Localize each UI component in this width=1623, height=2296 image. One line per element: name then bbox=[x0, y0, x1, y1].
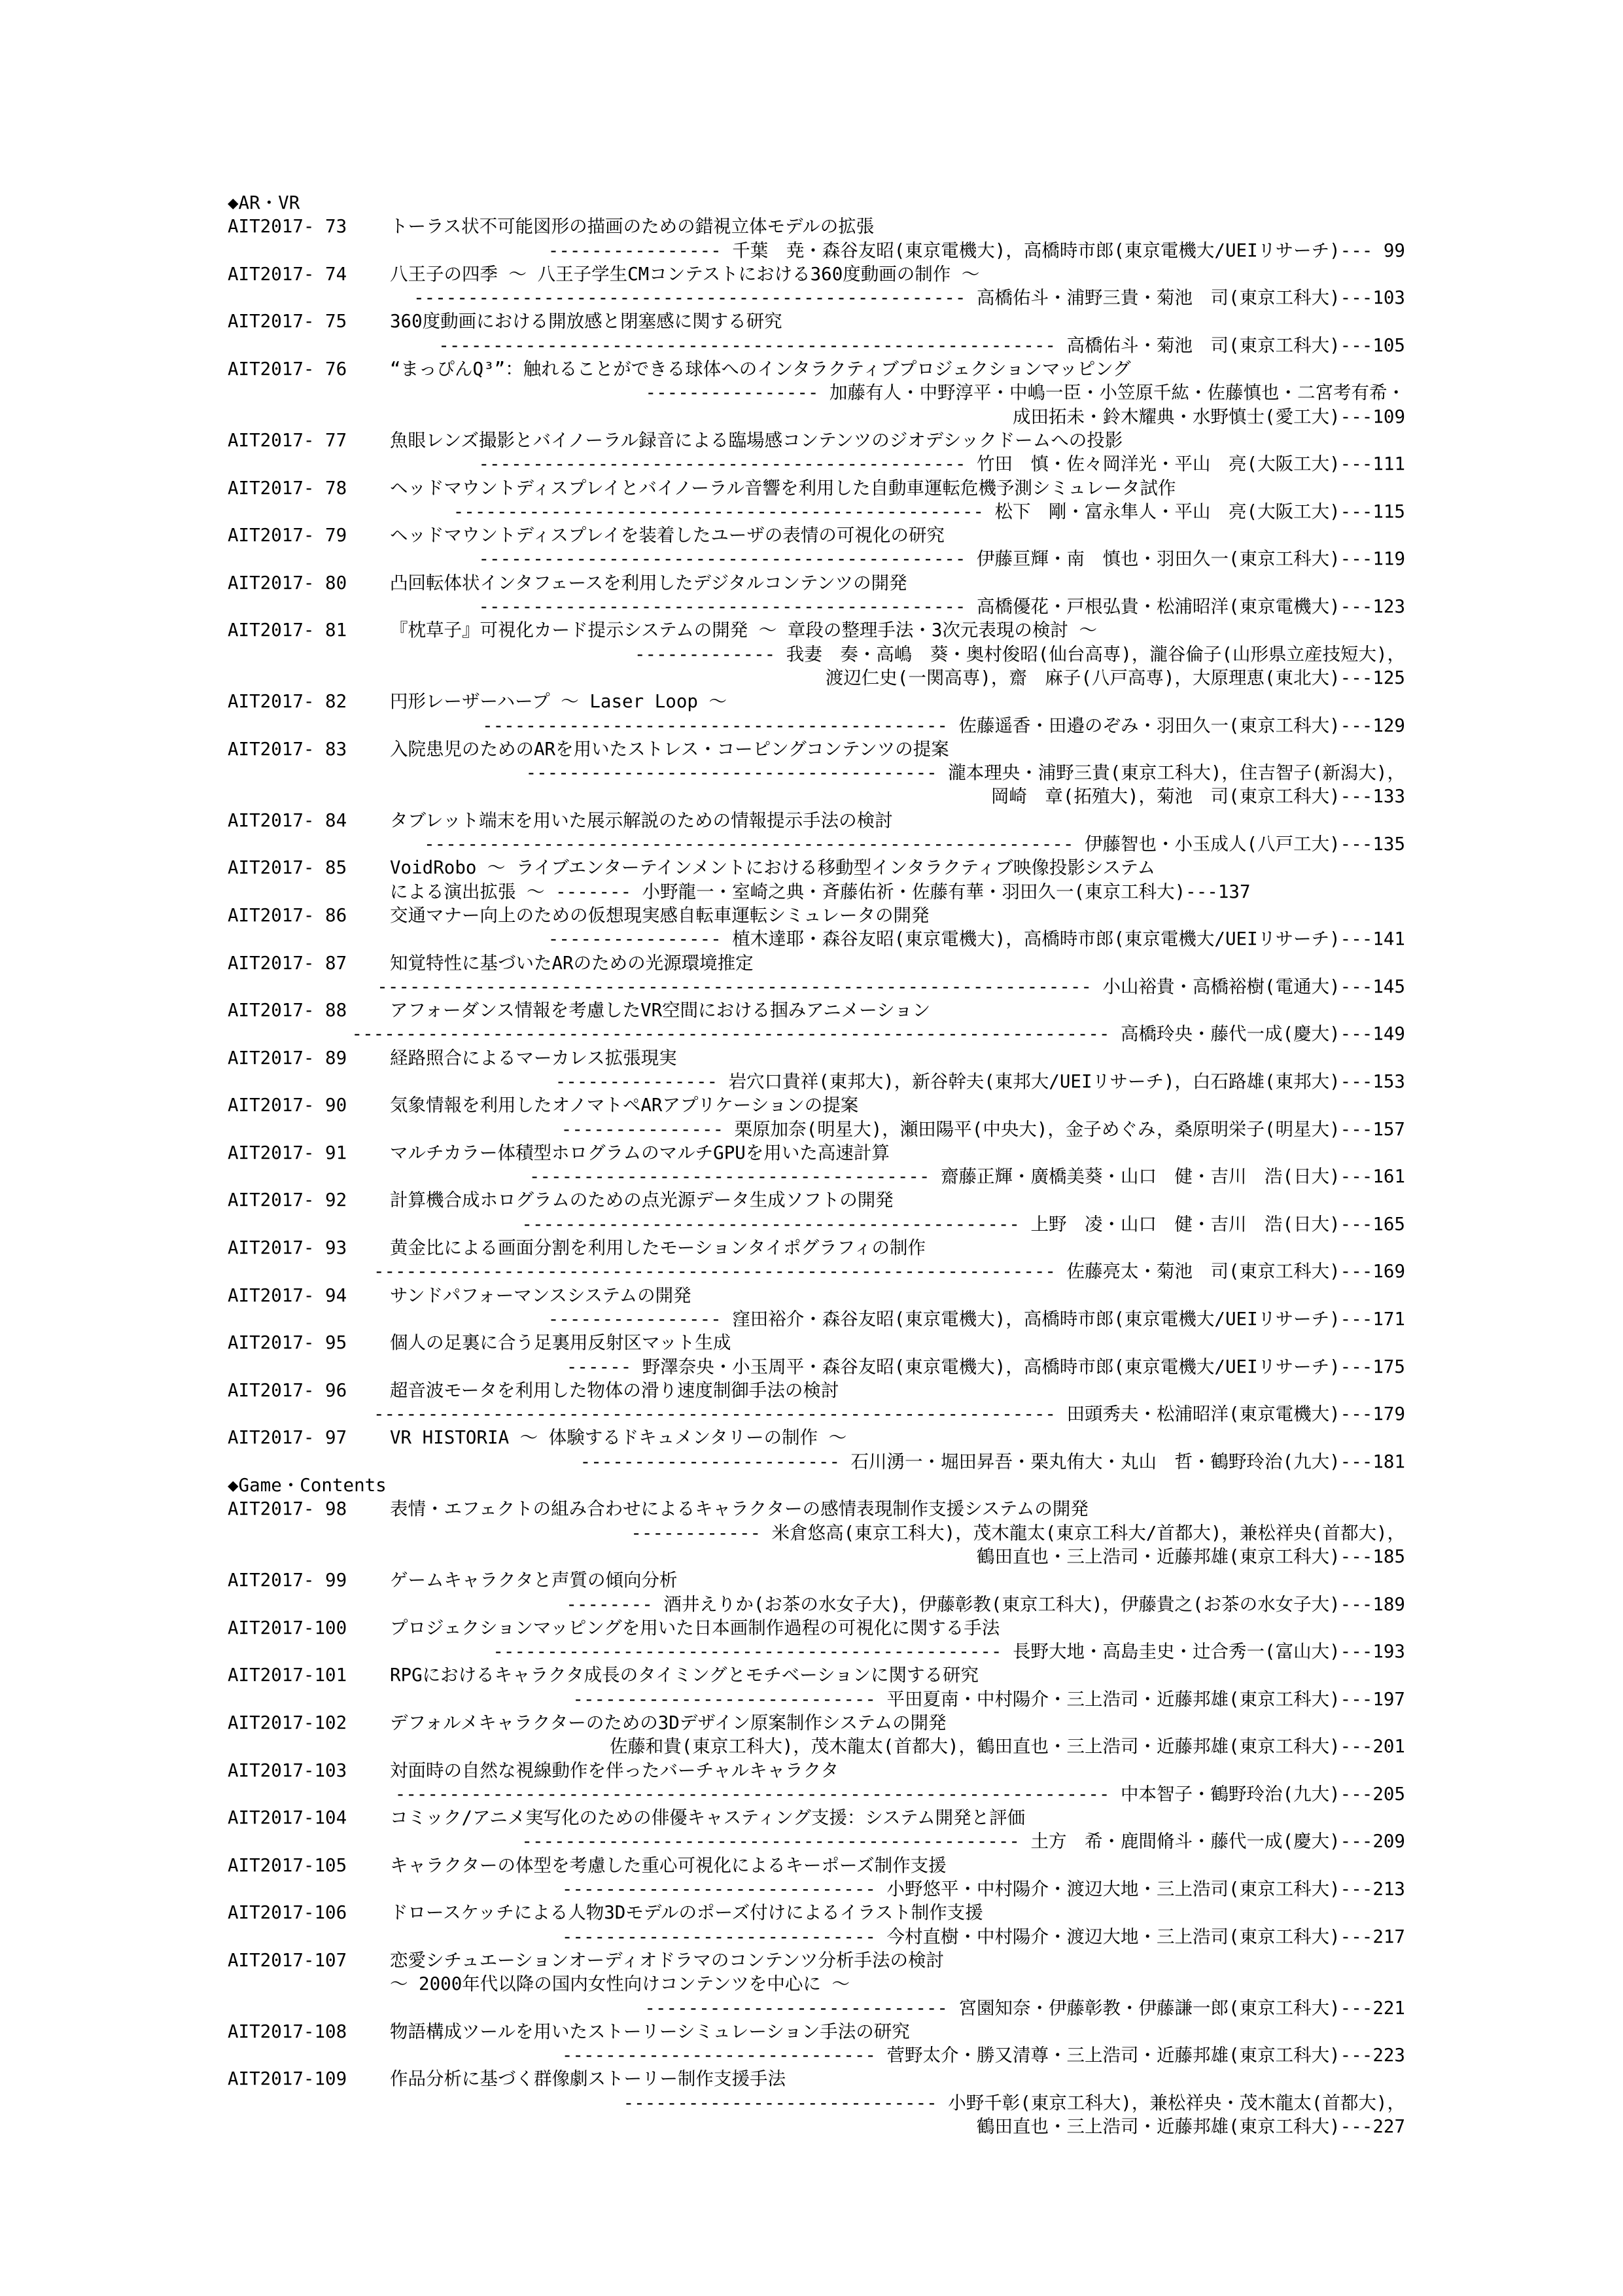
entry-author-line bbox=[228, 1307, 1405, 1331]
entry-authors: --------------------------------------------- 伊藤亘輝・南 慎也・羽田久一(東京工科大)---119 bbox=[478, 548, 1405, 570]
entry-author-line bbox=[228, 1118, 1405, 1141]
section-heading: ◆Game・Contents bbox=[228, 1475, 387, 1496]
entry-title: 気象情報を利用したオノマトペARアプリケーションの提案 bbox=[390, 1095, 859, 1116]
toc-entry bbox=[228, 262, 1405, 310]
entry-id: AIT2017- 77 bbox=[228, 429, 347, 451]
toc-entry bbox=[228, 856, 1405, 904]
entry-authors: --------------------------------------------------------------- 田頭秀夫・松浦昭洋(東京電機大)---179 bbox=[373, 1404, 1405, 1425]
entry-id: AIT2017- 90 bbox=[228, 1095, 347, 1116]
entry-authors: ----------------------------- 今村直樹・中村陽介・渡辺大地・三上浩司(東京工科大)---217 bbox=[561, 1926, 1405, 1947]
entry-authors: ----------------------------- 菅野太介・勝又清尊・三上浩司・近藤邦雄(東京工科大)---223 bbox=[561, 2045, 1405, 2066]
entry-authors: ---------------------------- 平田夏南・中村陽介・三上浩司・近藤邦雄(東京工科大)---197 bbox=[572, 1688, 1405, 1710]
entry-author-line bbox=[228, 1521, 1405, 1545]
entry-author-line bbox=[228, 1687, 1405, 1711]
document-page bbox=[228, 191, 1405, 2138]
entry-title: 魚眼レンズ撮影とバイノーラル録音による臨場感コンテンツのジオデシックドームへの投影 bbox=[390, 429, 1123, 451]
entry-id: AIT2017- 84 bbox=[228, 809, 347, 831]
entry-authors: ------------------------------------------- 佐藤遥香・田邉のぞみ・羽田久一(東京工科大)---129 bbox=[482, 715, 1405, 736]
entry-title-line bbox=[228, 215, 1405, 238]
entry-author-line bbox=[228, 832, 1405, 856]
toc-entry bbox=[228, 1284, 1405, 1332]
toc-entry bbox=[228, 1711, 1405, 1759]
entry-author-line bbox=[228, 547, 1405, 571]
entry-title: トーラス状不可能図形の描画のための錯視立体モデルの拡張 bbox=[390, 216, 875, 238]
entry-title: マルチカラー体積型ホログラムのマルチGPUを用いた高速計算 bbox=[390, 1142, 890, 1163]
toc-entry bbox=[228, 571, 1405, 619]
entry-authors: --------------- 岩穴口貴祥(東邦大)，新谷幹夫(東邦大/UEIリサーチ)，白石路雄(東邦大)---153 bbox=[555, 1070, 1405, 1092]
toc-entry bbox=[228, 2020, 1405, 2068]
entry-authors: --------------------------------------------------- 高橋佑斗・浦野三貴・菊池 司(東京工科大)---103 bbox=[413, 287, 1405, 309]
toc-entry bbox=[228, 309, 1405, 357]
entry-title-line bbox=[228, 1284, 1405, 1307]
toc-entry bbox=[228, 429, 1405, 476]
entry-title: VR HISTORIA ～ 体験するドキュメンタリーの制作 ～ bbox=[390, 1427, 847, 1449]
entry-title: コミック/アニメ実写化のための俳優キャスティング支援：システム開発と評価 bbox=[390, 1807, 1026, 1829]
entry-title-line bbox=[228, 262, 1405, 286]
entry-author-line bbox=[228, 239, 1405, 262]
entry-title: 知覚特性に基づいたARのための光源環境推定 bbox=[390, 952, 754, 974]
entry-author-line bbox=[228, 1450, 1405, 1474]
entry-title-line bbox=[228, 1379, 1405, 1402]
entry-title-line bbox=[228, 1949, 1405, 1972]
entry-author-line bbox=[228, 1402, 1405, 1426]
entry-author-line bbox=[228, 2043, 1405, 2067]
entry-title-line bbox=[228, 1616, 1405, 1640]
entry-title: ヘッドマウントディスプレイとバイノーラル音響を利用した自動車運転危機予測シミュレータ試作 bbox=[390, 477, 1176, 499]
entry-title: ドロースケッチによる人物3Dモデルのポーズ付けによるイラスト制作支援 bbox=[390, 1902, 983, 1924]
entry-title: ヘッドマウントディスプレイを装着したユーザの表情の可視化の研究 bbox=[390, 525, 945, 546]
entry-id: AIT2017-109 bbox=[228, 2068, 347, 2090]
entry-title-line bbox=[228, 1854, 1405, 1877]
entry-id: AIT2017- 98 bbox=[228, 1498, 347, 1520]
entry-title-line bbox=[228, 1497, 1405, 1521]
toc-entry bbox=[228, 1046, 1405, 1094]
entry-id: AIT2017- 83 bbox=[228, 738, 347, 760]
entry-authors: --------------------------------------------------------------- 佐藤亮太・菊池 司(東京工科大)---169 bbox=[373, 1261, 1405, 1282]
entry-authors: --------------------------------------------- 竹田 慎・佐々岡洋光・平山 亮(大阪工大)---111 bbox=[478, 453, 1405, 475]
entry-author-line bbox=[228, 595, 1405, 618]
entry-author-line bbox=[228, 643, 1405, 666]
entry-title-line bbox=[228, 1141, 1405, 1165]
entry-title: 黄金比による画面分割を利用したモーションタイポグラフィの制作 bbox=[390, 1237, 926, 1259]
entry-authors: --------------------------------------------- 高橋優花・戸根弘貴・松浦昭洋(東京電機大)---123 bbox=[478, 596, 1405, 618]
entry-author-line bbox=[228, 1996, 1405, 2020]
entry-id: AIT2017- 92 bbox=[228, 1190, 347, 1211]
entry-author-line bbox=[228, 1260, 1405, 1283]
toc-entry bbox=[228, 1806, 1405, 1854]
entry-title-line bbox=[228, 357, 1405, 381]
entry-id: AIT2017- 95 bbox=[228, 1332, 347, 1354]
entry-title-line bbox=[228, 1663, 1405, 1687]
toc-entry bbox=[228, 1759, 1405, 1807]
entry-id: AIT2017- 75 bbox=[228, 311, 347, 332]
entry-authors: ---------------- 窪田裕介・森谷友昭(東京電機大)，高橋時市郎(東京電機大/UEIリサーチ)---171 bbox=[548, 1308, 1405, 1330]
toc-entry bbox=[228, 737, 1405, 809]
toc-entry bbox=[228, 1568, 1405, 1616]
entry-id: AIT2017- 76 bbox=[228, 359, 347, 380]
toc-entry bbox=[228, 618, 1405, 690]
entry-author-line bbox=[228, 1070, 1405, 1093]
entry-author-line bbox=[228, 1355, 1405, 1379]
entry-title-line bbox=[228, 690, 1405, 713]
entry-id: AIT2017-105 bbox=[228, 1854, 347, 1876]
toc-entry bbox=[228, 357, 1405, 429]
section-heading: ◆AR・VR bbox=[228, 192, 300, 213]
entry-title: サンドパフォーマンスシステムの開発 bbox=[390, 1284, 691, 1306]
entry-title: 交通マナー向上のための仮想現実感自転車運転シミュレータの開発 bbox=[390, 904, 930, 926]
entry-title-line bbox=[228, 1901, 1405, 1924]
entry-author-line bbox=[228, 500, 1405, 523]
entry-title-line bbox=[228, 1093, 1405, 1117]
entry-id: AIT2017- 93 bbox=[228, 1237, 347, 1259]
entry-authors: ------------------------------------- 齋藤正輝・廣橋美葵・山口 健・吉川 浩(日大)---161 bbox=[529, 1166, 1405, 1188]
entry-authors: ---------------- 千葉 尭・森谷友昭(東京電機大)，高橋時市郎(東京電機大/UEIリサーチ)--- 99 bbox=[548, 239, 1405, 261]
entry-title-line bbox=[228, 1046, 1405, 1070]
entry-author-line bbox=[228, 927, 1405, 951]
entry-authors: 渡辺仁史(一関高専)，齋 麻子(八戸高専)，大原理恵(東北大)---125 bbox=[825, 667, 1405, 688]
entry-authors: -------------------------------------- 瀧本理央・浦野三貴(東京工科大)，住吉智子(新潟大)， bbox=[525, 762, 1405, 784]
entry-title: 恋愛シチュエーションオーディオドラマのコンテンツ分析手法の検討 bbox=[390, 1949, 944, 1971]
toc-entry bbox=[228, 1854, 1405, 1901]
toc-entry bbox=[228, 215, 1405, 262]
entry-author-line bbox=[228, 1640, 1405, 1663]
entry-author-line bbox=[228, 2115, 1405, 2138]
entry-authors: --------------------------------------------------------- 高橋佑斗・菊池 司(東京工科大)---105 bbox=[438, 334, 1405, 356]
entry-title: による演出拡張 ～ ------- 小野龍一・室崎之典・斉藤佑祈・佐藤有華・羽田久一(東京工科大)---137 bbox=[390, 881, 1251, 902]
entry-authors: ---------------- 加藤有人・中野淳平・中嶋一臣・小笠原千紘・佐藤慎也・二宮考有希・ bbox=[645, 382, 1405, 404]
entry-authors: ------ 野澤奈央・小玉周平・森谷友昭(東京電機大)，高橋時市郎(東京電機大/UEIリサーチ)---175 bbox=[566, 1356, 1405, 1377]
entry-id: AIT2017- 78 bbox=[228, 477, 347, 499]
entry-author-line bbox=[228, 666, 1405, 690]
entry-id: AIT2017- 79 bbox=[228, 525, 347, 546]
entry-title: 経路照合によるマーカレス拡張現実 bbox=[390, 1047, 677, 1069]
entry-id: AIT2017- 80 bbox=[228, 572, 347, 593]
entry-id: AIT2017- 82 bbox=[228, 691, 347, 713]
entry-id: AIT2017- 99 bbox=[228, 1570, 347, 1591]
entry-title-line bbox=[228, 809, 1405, 832]
entry-id: AIT2017-107 bbox=[228, 1949, 347, 1971]
entry-authors: ------------- 我妻 奏・高嶋 葵・奥村俊昭(仙台高専)，瀧谷倫子(山形県立産技短大)， bbox=[634, 643, 1405, 665]
entry-title-line bbox=[228, 1972, 1405, 1996]
entry-title: 凸回転体状インタフェースを利用したデジタルコンテンツの開発 bbox=[390, 572, 907, 593]
entry-title: 『枕草子』可視化カード提示システムの開発 ～ 章段の整理手法・3次元表現の検討 ～ bbox=[390, 620, 1097, 641]
entry-authors: -------- 酒井えりか(お茶の水女子大)，伊藤彰教(東京工科大)，伊藤貴之(お茶の水女子大)---189 bbox=[566, 1593, 1405, 1615]
entry-author-line bbox=[228, 975, 1405, 998]
toc-entry bbox=[228, 476, 1405, 524]
entry-author-line bbox=[228, 1735, 1405, 1758]
entry-title-line bbox=[228, 856, 1405, 879]
toc-entry bbox=[228, 1901, 1405, 1949]
toc-entry bbox=[228, 1188, 1405, 1236]
toc-entry bbox=[228, 1497, 1405, 1568]
toc-entry bbox=[228, 690, 1405, 737]
entry-author-line bbox=[228, 1212, 1405, 1236]
entry-title: 対面時の自然な視線動作を伴ったバーチャルキャラクタ bbox=[390, 1759, 839, 1781]
entry-title: 個人の足裏に合う足裏用反射区マット生成 bbox=[390, 1332, 731, 1354]
entry-title: デフォルメキャラクターのための3Dデザイン原案制作システムの開発 bbox=[390, 1712, 947, 1733]
entry-title: 作品分析に基づく群像劇ストーリー制作支援手法 bbox=[390, 2068, 786, 2090]
entry-authors: ----------------------------------------------- 長野大地・高島圭史・辻合秀一(富山大)---193 bbox=[493, 1641, 1405, 1663]
toc-entry bbox=[228, 1426, 1405, 1474]
entry-id: AIT2017- 85 bbox=[228, 857, 347, 879]
entry-title-line bbox=[228, 904, 1405, 927]
entry-title: 入院患児のためのARを用いたストレス・コーピングコンテンツの提案 bbox=[390, 738, 949, 760]
entry-title-line bbox=[228, 1711, 1405, 1735]
entry-title: 計算機合成ホログラムのための点光源データ生成ソフトの開発 bbox=[390, 1190, 894, 1211]
entry-id: AIT2017- 94 bbox=[228, 1284, 347, 1306]
entry-title-line bbox=[228, 1236, 1405, 1260]
toc-entry bbox=[228, 998, 1405, 1046]
entry-id: AIT2017- 73 bbox=[228, 216, 347, 238]
entry-authors: ---------------- 植木達耶・森谷友昭(東京電機大)，高橋時市郎(東京電機大/UEIリサーチ)---141 bbox=[548, 928, 1405, 950]
entry-title: ゲームキャラクタと声質の傾向分析 bbox=[390, 1570, 678, 1591]
entry-author-line bbox=[228, 714, 1405, 737]
toc-entry bbox=[228, 1236, 1405, 1284]
entry-author-line bbox=[228, 1829, 1405, 1853]
entry-title: 円形レーザーハープ ～ Laser Loop ～ bbox=[390, 691, 727, 713]
entry-title: アフォーダンス情報を考慮したVR空間における掴みアニメーション bbox=[390, 1000, 931, 1021]
entry-title: プロジェクションマッピングを用いた日本画制作過程の可視化に関する手法 bbox=[390, 1617, 1000, 1638]
entry-title-line bbox=[228, 1331, 1405, 1354]
entry-author-line bbox=[228, 1877, 1405, 1901]
entry-authors: ------------------------------------------------------------ 伊藤智也・小玉成人(八戸工大)---135 bbox=[424, 834, 1405, 855]
entry-id: AIT2017- 74 bbox=[228, 263, 347, 285]
entry-id: AIT2017- 89 bbox=[228, 1047, 347, 1069]
entry-title-line bbox=[228, 618, 1405, 642]
entry-author-line bbox=[228, 1925, 1405, 1949]
entry-title-line bbox=[228, 571, 1405, 595]
entry-authors: ------------ 米倉悠高(東京工科大)，茂木龍太(東京工科大/首都大)，兼松祥央(首都大)， bbox=[631, 1522, 1405, 1544]
entry-title: タブレット端末を用いた展示解説のための情報提示手法の検討 bbox=[390, 809, 893, 831]
entry-authors: 岡崎 章(拓殖大)，菊池 司(東京工科大)---133 bbox=[990, 786, 1405, 807]
entry-title-line bbox=[228, 1806, 1405, 1829]
entry-title-line bbox=[228, 951, 1405, 975]
entry-authors: ---------------------------------------------------------------------- 高橋玲央・藤代一成(慶大)---149 bbox=[351, 1023, 1405, 1045]
entry-id: AIT2017-104 bbox=[228, 1807, 347, 1829]
entry-title-line bbox=[228, 880, 1405, 904]
entry-title: ～ 2000年代以降の国内女性向けコンテンツを中心に ～ bbox=[390, 1973, 850, 1995]
entry-title-line bbox=[228, 2020, 1405, 2043]
entry-id: AIT2017- 81 bbox=[228, 620, 347, 641]
entry-title: RPGにおけるキャラクタ成長のタイミングとモチベーションに関する研究 bbox=[390, 1665, 979, 1686]
entry-author-line bbox=[228, 334, 1405, 357]
entry-id: AIT2017- 86 bbox=[228, 904, 347, 926]
toc-entry bbox=[228, 1616, 1405, 1664]
entry-author-line bbox=[228, 1593, 1405, 1616]
entry-title: 物語構成ツールを用いたストーリーシミュレーション手法の研究 bbox=[390, 2021, 910, 2042]
toc-entry bbox=[228, 1331, 1405, 1379]
entry-author-line bbox=[228, 1022, 1405, 1046]
entry-title: VoidRobo ～ ライブエンターテインメントにおける移動型インタラクティブ映像投影システム bbox=[390, 857, 1156, 879]
entry-title-line bbox=[228, 1759, 1405, 1782]
entry-authors: ------------------------------------------------- 松下 剛・富永隼人・平山 亮(大阪工大)---115 bbox=[453, 501, 1405, 522]
toc-entry bbox=[228, 904, 1405, 951]
toc-entry bbox=[228, 2067, 1405, 2138]
entry-author-line bbox=[228, 452, 1405, 476]
toc-entry bbox=[228, 1141, 1405, 1189]
toc-entry bbox=[228, 1663, 1405, 1711]
entry-title-line bbox=[228, 1426, 1405, 1449]
toc-entry bbox=[228, 1093, 1405, 1141]
entry-authors: ------------------------------------------------------------------ 小山裕貴・高橋裕樹(電通大)---145 bbox=[377, 976, 1405, 997]
entry-authors: 佐藤和貴(東京工科大)，茂木龍太(首都大)，鶴田直也・三上浩司・近藤邦雄(東京工科大)---201 bbox=[609, 1736, 1405, 1757]
entry-title: 表情・エフェクトの組み合わせによるキャラクターの感情表現制作支援システムの開発 bbox=[390, 1498, 1089, 1520]
toc-entry bbox=[228, 809, 1405, 857]
entry-authors: ---------------------------------------------- 土方 希・鹿間脩斗・藤代一成(慶大)---209 bbox=[521, 1831, 1405, 1852]
entry-title-line bbox=[228, 429, 1405, 452]
entry-author-line bbox=[228, 1165, 1405, 1188]
entry-title: 超音波モータを利用した物体の滑り速度制御手法の検討 bbox=[390, 1379, 839, 1401]
entry-authors: ------------------------ 石川湧一・堀田昇吾・栗丸侑大・丸山 哲・鶴野玲治(九大)---181 bbox=[580, 1451, 1405, 1472]
entry-title-line bbox=[228, 737, 1405, 761]
entry-title-line bbox=[228, 1568, 1405, 1592]
entry-id: AIT2017-108 bbox=[228, 2021, 347, 2042]
entry-id: AIT2017- 87 bbox=[228, 952, 347, 974]
toc-entry bbox=[228, 523, 1405, 571]
entry-authors: ------------------------------------------------------------------ 中本智子・鶴野玲治(九大)---205 bbox=[394, 1783, 1405, 1805]
entry-title-line bbox=[228, 476, 1405, 500]
entry-id: AIT2017-106 bbox=[228, 1902, 347, 1924]
entry-title-line bbox=[228, 2067, 1405, 2091]
entry-id: AIT2017- 96 bbox=[228, 1379, 347, 1401]
entry-title-line bbox=[228, 998, 1405, 1022]
entry-author-line bbox=[228, 785, 1405, 808]
entry-title: 360度動画における開放感と閉塞感に関する研究 bbox=[390, 311, 782, 332]
entry-authors: ----------------------------- 小野悠平・中村陽介・渡辺大地・三上浩司(東京工科大)---213 bbox=[561, 1879, 1405, 1900]
entry-authors: ---------------------------------------------- 上野 凌・山口 健・吉川 浩(日大)---165 bbox=[521, 1213, 1405, 1235]
entry-id: AIT2017- 97 bbox=[228, 1427, 347, 1449]
entry-id: AIT2017-100 bbox=[228, 1617, 347, 1638]
entry-authors: ---------------------------- 宮園知奈・伊藤彰教・伊藤謙一郎(東京工科大)---221 bbox=[644, 1997, 1405, 2019]
toc-entry bbox=[228, 1379, 1405, 1426]
entry-id: AIT2017- 91 bbox=[228, 1142, 347, 1163]
entry-title: キャラクターの体型を考慮した重心可視化によるキーポーズ制作支援 bbox=[390, 1854, 947, 1876]
toc-entry bbox=[228, 1949, 1405, 2020]
entry-author-line bbox=[228, 405, 1405, 429]
entry-id: AIT2017-102 bbox=[228, 1712, 347, 1733]
entry-id: AIT2017- 88 bbox=[228, 1000, 347, 1021]
entry-author-line bbox=[228, 381, 1405, 404]
entry-authors: 鶴田直也・三上浩司・近藤邦雄(東京工科大)---227 bbox=[977, 2116, 1405, 2138]
entry-title: “まっぴんQ³”：触れることができる球体へのインタラクティブプロジェクションマッピング bbox=[390, 359, 1131, 380]
toc-entry bbox=[228, 951, 1405, 999]
entry-author-line bbox=[228, 1545, 1405, 1568]
entry-author-line bbox=[228, 286, 1405, 309]
entry-author-line bbox=[228, 2091, 1405, 2115]
entry-authors: 鶴田直也・三上浩司・近藤邦雄(東京工科大)---185 bbox=[977, 1545, 1405, 1567]
entry-title: 八王子の四季 ～ 八王子学生CMコンテストにおける360度動画の制作 ～ bbox=[390, 263, 980, 285]
entry-authors: --------------- 栗原加奈(明星大)，瀬田陽平(中央大)，金子めぐみ，桑原明栄子(明星大)---157 bbox=[561, 1118, 1405, 1140]
entry-id: AIT2017-103 bbox=[228, 1759, 347, 1781]
entry-id: AIT2017-101 bbox=[228, 1665, 347, 1686]
entry-title-line bbox=[228, 523, 1405, 547]
entry-authors: ----------------------------- 小野千彰(東京工科大)，兼松祥央・茂木龍太(首都大)， bbox=[623, 2092, 1405, 2113]
entry-authors: 成田拓未・鈴木耀典・水野慎士(愛工大)---109 bbox=[1013, 406, 1405, 427]
entry-author-line bbox=[228, 1782, 1405, 1806]
entry-author-line bbox=[228, 761, 1405, 785]
entry-title-line bbox=[228, 309, 1405, 333]
entry-title-line bbox=[228, 1188, 1405, 1212]
